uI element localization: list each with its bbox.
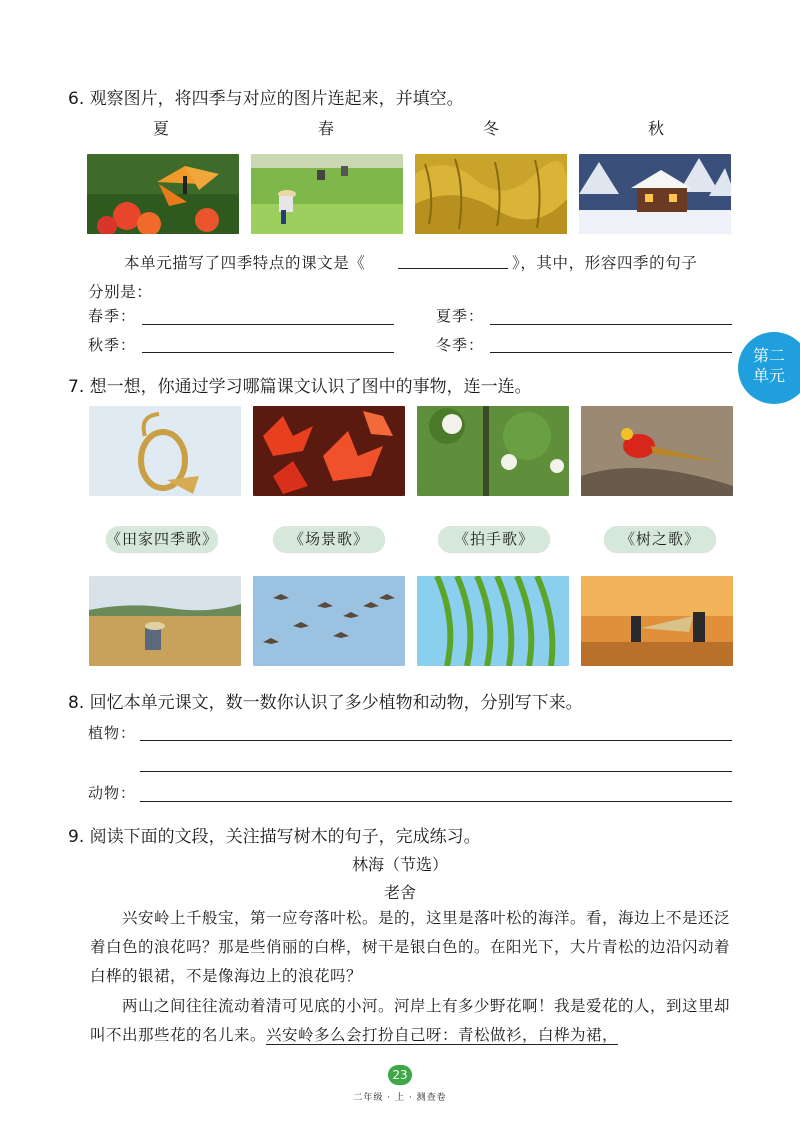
passage-paragraph-1: 兴安岭上千般宝，第一应夸落叶松。是的，这里是落叶松的海洋。看，海边上不是还泛着白色的浪花吗？那是些俏丽的白桦，树干是银白色的。在阳光下，大片青松的边沿闪动着白桦的银裙，不是像海边上的浪花吗？ [90,909,731,985]
animals-label: 动物： [88,784,137,802]
summer-label: 夏季： [436,307,485,325]
tag-changjing-ge[interactable]: 《场景歌》 [273,526,385,552]
snowy-cabin-photo [579,154,731,234]
winnowing-photo [581,576,733,666]
q6-fill-text-1: 本单元描写了四季特点的课文是《 [124,254,366,272]
plants-label: 植物： [88,724,137,742]
q6-fill-text-2: 》，其中，形容四季的句子 [512,254,698,272]
season-labels [86,116,734,136]
q6-fill-text-3: 分别是： [88,283,153,301]
unit-badge-line2: 单元 [752,366,785,385]
season-summer: 夏 [152,119,171,138]
passage-p2-underlined: 兴安岭多么会打扮自己呀：青松做衫，白桦为裙， [266,1026,619,1044]
season-autumn: 秋 [647,119,666,138]
passage-p2-plain: 两山之间往往流动着清可见底的小河。河岸上有多少野花啊！我是爱花的人，到这里却叫不出那些花的名儿来。 [90,997,731,1044]
farmer-harvest-photo [89,576,241,666]
tag-tianjia-siji-ge[interactable]: 《田家四季歌》 [106,526,218,552]
golden-pheasant-photo [581,406,733,496]
passage-author: 老舍 [383,883,416,902]
silver-birch-photo [417,406,569,496]
q6-title: 6. 观察图片，将四季与对应的图片连起来，并填空。 [68,89,464,109]
plants-blank-1[interactable] [140,740,732,741]
passage-title: 林海（节选） [351,855,448,874]
tag-shuzhi-ge[interactable]: 《树之歌》 [604,526,716,552]
red-maple-photo [253,406,405,496]
autumn-blank[interactable] [142,352,394,353]
rice-planting-photo [251,154,403,234]
ripe-rice-photo [415,154,567,234]
q8-title: 8. 回忆本单元课文，数一数你认识了多少植物和动物，分别写下来。 [68,693,583,713]
season-spring: 春 [317,119,336,138]
spring-label: 春季： [88,307,137,325]
q9-title: 9. 阅读下面的文段，关注描写树木的句子，完成练习。 [68,827,481,847]
tag-paishou-ge[interactable]: 《拍手歌》 [438,526,550,552]
winter-blank[interactable] [490,352,732,353]
q7-title: 7. 想一想，你通过学习哪篇课文认识了图中的事物，连一连。 [68,377,532,397]
page-number: 23 [388,1065,412,1085]
unit-badge-line1: 第二 [752,346,785,365]
summer-blank[interactable] [490,324,732,325]
lesson-title-blank[interactable] [398,268,508,269]
unit-badge [738,332,800,404]
winter-label: 冬季： [436,336,485,354]
willow-photo [417,576,569,666]
spring-blank[interactable] [142,324,394,325]
page-footer: 二年级 · 上 · 测查卷 [353,1093,447,1103]
animals-blank[interactable] [140,801,732,802]
wild-geese-photo [253,576,405,666]
butterfly-flowers-photo [87,154,239,234]
autumn-label: 秋季： [88,336,137,354]
passage-paragraph-2 [90,992,740,1050]
plants-blank-2[interactable] [140,771,732,772]
season-winter: 冬 [482,119,501,138]
horn-photo [89,406,241,496]
